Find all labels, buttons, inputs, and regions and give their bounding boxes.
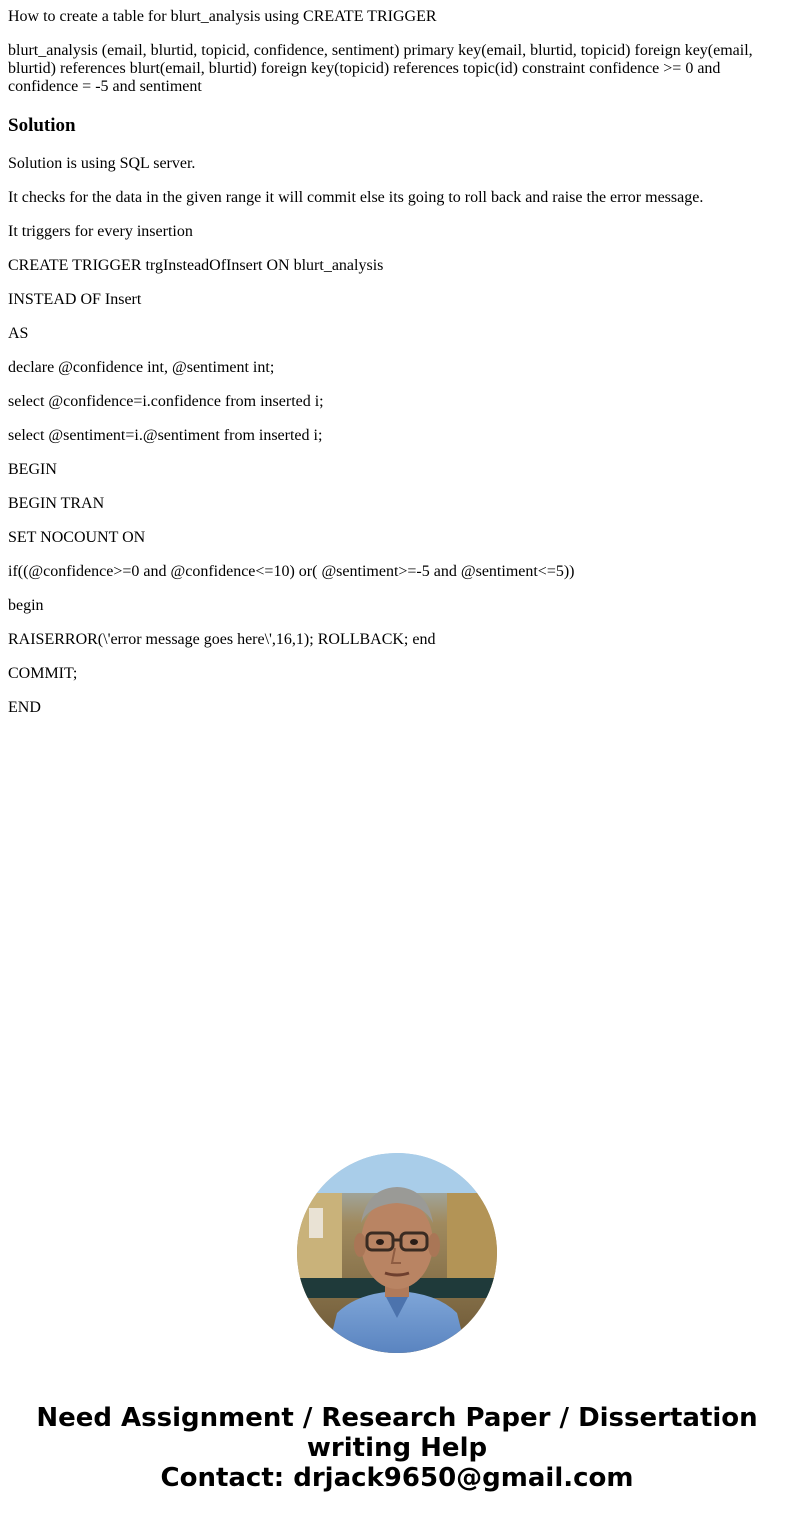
- solution-line: It triggers for every insertion: [8, 223, 193, 240]
- promo-banner: [0, 1403, 794, 1493]
- code-line: begin: [8, 597, 44, 614]
- solution-heading: Solution: [8, 115, 76, 136]
- solution-line: It checks for the data in the given range it will commit else its going to roll back and raise the error message.: [8, 189, 704, 206]
- code-line: INSTEAD OF Insert: [8, 291, 142, 308]
- code-line: declare @confidence int, @sentiment int;: [8, 359, 275, 376]
- code-line: if((@confidence>=0 and @confidence<=10) or( @sentiment>=-5 and @sentiment<=5)): [8, 563, 575, 580]
- code-line: BEGIN: [8, 461, 57, 478]
- code-line: select @confidence=i.confidence from inserted i;: [8, 393, 324, 410]
- promo-line: Need Assignment / Research Paper / Dissertation: [36, 1403, 758, 1433]
- promo-line: writing Help: [306, 1433, 488, 1463]
- solution-line: Solution is using SQL server.: [8, 155, 196, 172]
- author-avatar: [297, 1153, 497, 1353]
- code-line: END: [8, 699, 41, 716]
- question-body: blurt_analysis (email, blurtid, topicid, confidence, sentiment) primary key(email, blurtid, topicid) foreign key(email, blurtid) references blurt(email, blurtid) foreign key(topicid) references topic(id) constraint confidence >= 0 and confidence = -5 and sentiment: [8, 42, 753, 95]
- author-portrait-image: [297, 1153, 497, 1353]
- code-line: RAISERROR(\'error message goes here\',16,1); ROLLBACK; end: [8, 631, 436, 648]
- code-line: BEGIN TRAN: [8, 495, 105, 512]
- code-line: COMMIT;: [8, 665, 78, 682]
- code-line: CREATE TRIGGER trgInsteadOfInsert ON blurt_analysis: [8, 257, 384, 274]
- promo-contact: Contact: drjack9650@gmail.com: [160, 1463, 634, 1493]
- code-line: AS: [8, 325, 29, 342]
- code-line: select @sentiment=i.@sentiment from inserted i;: [8, 427, 323, 444]
- code-line: SET NOCOUNT ON: [8, 529, 146, 546]
- question-title: How to create a table for blurt_analysis using CREATE TRIGGER: [8, 8, 437, 25]
- document-content: [8, 8, 778, 733]
